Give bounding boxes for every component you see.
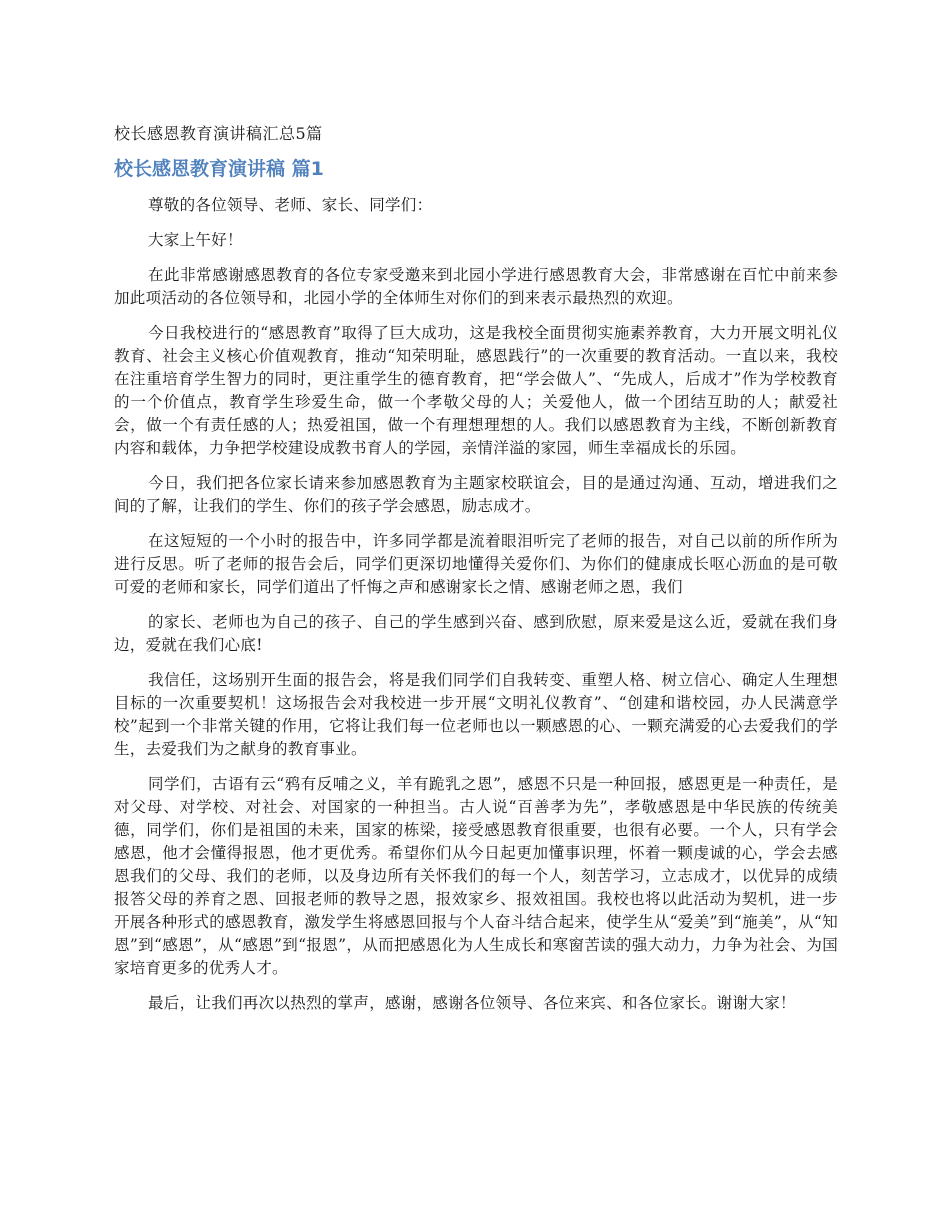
document-page — [114, 122, 838, 1027]
paragraph-welcome: 在此非常感谢感恩教育的各位专家受邀来到北园小学进行感恩教育大会，非常感谢在百忙中前来参加此项活动的各位领导和，北园小学的全体师生对你们的到来表示最热烈的欢迎。 — [114, 266, 838, 307]
paragraph-report: 在这短短的一个小时的报告中，许多同学都是流着眼泪听完了老师的报告，对自己以前的所作所为进行反思。听了老师的报告会后，同学们更深切地懂得关爱你们、为你们的健康成长呕心沥血的是可敬可爱的老师和家长，同学们道出了忏悔之声和感谢家长之情、感谢老师之恩，我们 — [114, 532, 838, 596]
document-title: 校长感恩教育演讲稿汇总5篇 — [114, 124, 323, 143]
paragraph-belief: 我信任，这场别开生面的报告会，将是我们同学们自我转变、重塑人格、树立信心、确定人生理想目标的一次重要契机！这场报告会对我校进一步开展“文明礼仪教育”、“创建和谐校园，办人民满意学校”起到一个非常关键的作用，它将让我们每一位老师也以一颗感恩的心、一颗充满爱的心去爱我们的学生，去爱我们为之献身的教育事业。 — [114, 671, 838, 758]
paragraph-parents-meeting: 今日，我们把各位家长请来参加感恩教育为主题家校联谊会，目的是通过沟通、互动，增进我们之间的了解，让我们的学生、你们的孩子学会感恩，励志成才。 — [114, 474, 838, 515]
paragraph-closing: 最后，让我们再次以热烈的掌声，感谢，感谢各位领导、各位来宾、和各位家长。谢谢大家！ — [148, 994, 796, 1012]
paragraph-greeting: 大家上午好！ — [148, 231, 243, 249]
section-heading: 校长感恩教育演讲稿 篇1 — [114, 158, 324, 180]
paragraph-education-success: 今日我校进行的“感恩教育”取得了巨大成功，这是我校全面贯彻实施素养教育，大力开展文明礼仪教育、社会主义核心价值观教育，推动“知荣明耻，感恩践行”的一次重要的教育活动。一直以来，我校在注重培育学生智力的同时，更注重学生的德育教育，把“学会做人”、“先成人，后成才”作为学校教育的一个价值点，教育学生珍爱生命，做一个孝敬父母的人；关爱他人，做一个团结互助的人；献爱社会，做一个有责任感的人；热爱祖国，做一个有理想理想的人。我们以感恩教育为主线，不断创新教育内容和载体，力争把学校建设成教书育人的学园，亲情洋溢的家园，师生幸福成长的乐园。 — [114, 324, 838, 457]
paragraph-parents-teachers: 的家长、老师也为自己的孩子、自己的学生感到兴奋、感到欣慰，原来爱是这么近，爱就在我们身边，爱就在我们心底! — [114, 613, 838, 654]
paragraph-salutation: 尊敬的各位领导、老师、家长、同学们： — [148, 196, 433, 214]
paragraph-students: 同学们，古语有云“鸦有反哺之义，羊有跪乳之恩”，感恩不只是一种回报，感恩更是一种责任，是对父母、对学校、对社会、对国家的一种担当。古人说“百善孝为先”，孝敬感恩是中华民族的传统美德，同学们，你们是祖国的未来，国家的栋梁，接受感恩教育很重要，也很有必要。一个人，只有学会感恩，他才会懂得报恩，他才更优秀。希望你们从今日起更加懂事识理，怀着一颗虔诚的心，学会去感恩我们的父母、我们的老师，以及身边所有关怀我们的每一个人，刻苦学习，立志成才，以优异的成绩报答父母的养育之恩、回报老师的教导之恩，报效家乡、报效祖国。我校也将以此活动为契机，进一步开展各种形式的感恩教育，激发学生将感恩回报与个人奋斗结合起来，使学生从“爱美”到“施美”，从“知恩”到“感恩”，从“感恩”到“报恩”，从而把感恩化为人生成长和寒窗苦读的强大动力，力争为社会、为国家培育更多的优秀人才。 — [114, 775, 838, 977]
